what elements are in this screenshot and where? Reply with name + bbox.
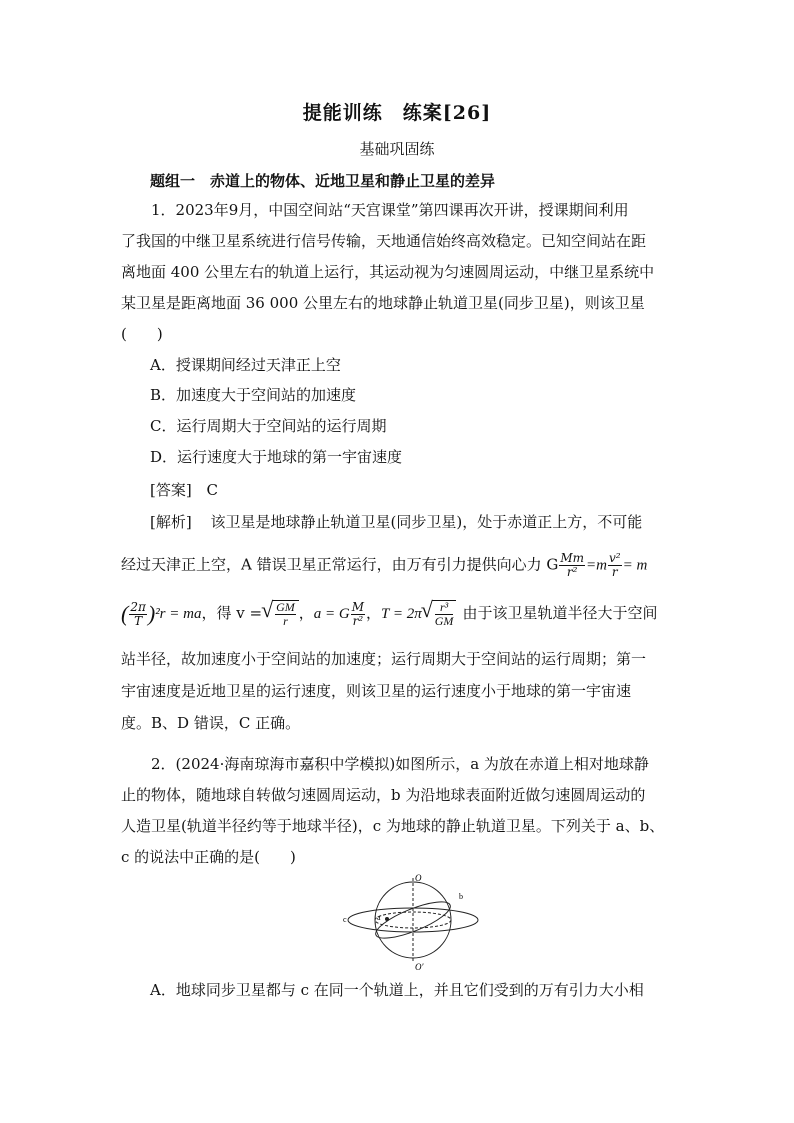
explain-label: [解析] [150, 513, 192, 531]
q1-explanation-line: 经过天津正上空，A 错误卫星正常运行，由万有引力提供向心力 G $\frac{Mm}{\text{r²}}$ =m $\frac{\text{v²}}{r}$ = m [121, 551, 648, 579]
q1-explanation-line: 宇宙速度是近地卫星的运行速度，则该卫星的运行速度小于地球的第一宇宙速 [121, 682, 632, 700]
q1-explanation-line [150, 511, 642, 532]
q1-option-c: C．运行周期大于空间站的运行周期 [150, 417, 387, 435]
q2-stem-line: 2．(2024·海南琼海市嘉积中学模拟)如图所示，a 为放在赤道上相对地球静 [151, 755, 649, 773]
q2-stem-line: 人造卫星(轨道半径约等于地球半径)，c 为地球的静止轨道卫星。下列关于 a、b、 [121, 817, 665, 835]
explain-text: 由于该卫星轨道半径大于空间 [462, 604, 658, 622]
answer-value: C [206, 481, 218, 499]
answer-label: [答案] [150, 481, 192, 499]
formula-sqrt: √ $\frac{\text{r³}}{GM}$ [432, 600, 457, 628]
q2-option-a: A．地球同步卫星都与 c 在同一个轨道上，并且它们受到的万有引力大小相 [150, 981, 644, 999]
q1-explanation-line: 度。B、D 错误，C 正确。 [121, 714, 301, 732]
object-a [385, 917, 389, 921]
label-top: O [415, 873, 422, 883]
q1-stem-line: 了我国的中继卫星系统进行信号传输，天地通信始终高效稳定。已知空间站在距 [121, 232, 647, 250]
formula-fraction: $\frac{Mm}{\text{r²}}$ [560, 551, 585, 579]
q1-option-a: A．授课期间经过天津正上空 [150, 356, 341, 374]
q2-stem-line: c 的说法中正确的是( ) [121, 848, 296, 866]
explain-text: 该卫星是地球静止轨道卫星(同步卫星)，处于赤道正上方，不可能 [210, 513, 643, 531]
q1-stem [121, 195, 676, 350]
q1-stem-line: 1．2023年9月，中国空间站“天宫课堂”第四课再次开讲，授课期间利用 [151, 201, 629, 219]
formula-fraction: $\frac{M}{\text{r²}}$ [351, 599, 365, 628]
label-b: b [459, 892, 463, 901]
q1-explanation-line: 站半径，故加速度小于空间站的加速度；运行周期大于空间站的运行周期；第一 [121, 650, 647, 668]
section-subtitle: 基础巩固练 [359, 140, 435, 158]
formula-sqrt: √ $\frac{GM}{r}$ [272, 600, 299, 628]
label-c: c [343, 915, 347, 924]
q1-explanation-line: ( $\frac{2\pi}{T}$ )²r = ma，得 v = √ $\frac{GM}{r}$ ，a = G $\frac{M}{\text{r²}}$ ，T = 2π √ $\frac{\text{r³}}{GM}$ 由于该卫星轨道半径大于空间 [121, 600, 657, 628]
q1-stem-line: 离地面 400 公里左右的轨道上运行，其运动视为匀速圆周运动，中继卫星系统中 [121, 263, 655, 281]
q1-option-b: B．加速度大于空间站的加速度 [150, 386, 357, 404]
q1-stem-line: 某卫星是距离地面 36 000 公里左右的地球静止轨道卫星(同步卫星)，则该卫星 [121, 294, 645, 312]
explain-text: 经过天津正上空，A 错误卫星正常运行，由万有引力提供向心力 G [121, 555, 559, 574]
label-bottom: O′ [415, 962, 424, 972]
formula-fraction: $\frac{\text{v²}}{r}$ [609, 551, 621, 579]
explain-text: ，得 v = [201, 604, 263, 622]
group-heading: 题组一 赤道上的物体、近地卫星和静止卫星的差异 [150, 172, 496, 190]
q2-stem-line: 止的物体，随地球自转做匀速圆周运动，b 为沿地球表面附近做匀速圆周运动的 [121, 786, 646, 804]
page-title: 提能训练 练案[26] [302, 102, 492, 124]
q1-answer [150, 479, 218, 500]
orbit-diagram [343, 872, 483, 972]
label-a: a [377, 913, 381, 922]
q1-option-d: D．运行速度大于地球的第一宇宙速度 [150, 448, 403, 466]
formula-fraction: $\frac{2\pi}{T}$ [130, 599, 146, 628]
q1-stem-line: ( ) [121, 325, 163, 343]
q2-stem [121, 749, 676, 873]
